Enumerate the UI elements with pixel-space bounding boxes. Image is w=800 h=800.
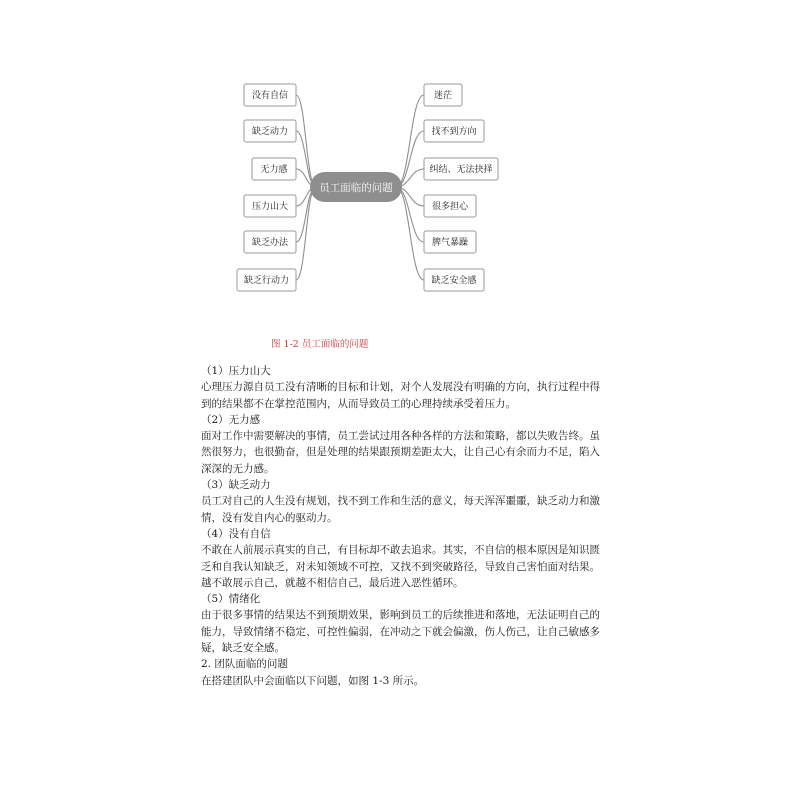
svg-text:没有自信: 没有自信 (251, 91, 289, 102)
right-node-2 (424, 158, 498, 180)
svg-text:缺乏动力: 缺乏动力 (251, 127, 289, 138)
paragraph-line: 深深的无力感。 (201, 462, 275, 475)
mind-map-nodes (237, 84, 498, 291)
left-node-4 (244, 231, 296, 253)
svg-text:无力感: 无力感 (260, 165, 288, 176)
svg-text:迷茫: 迷茫 (433, 91, 453, 102)
paragraph-line: 然很努力，也很勤奋，但是处理的结果跟预期差距太大，让自己心有余而力不足，陷入 (201, 446, 600, 459)
right-node-1 (424, 120, 484, 142)
svg-text:纠结、无法抉择: 纠结、无法抉择 (429, 165, 493, 176)
right-node-3 (424, 195, 476, 217)
section-heading: （3）缺乏动力 (201, 479, 271, 492)
svg-text:缺乏行动力: 缺乏行动力 (243, 276, 290, 287)
paragraph-line: 越不敢展示自己，就越不相信自己，最后进入恶性循环。 (201, 576, 464, 589)
paragraph-line: 疑，缺乏安全感。 (201, 642, 285, 655)
svg-text:找不到方向: 找不到方向 (431, 127, 477, 138)
body-text (201, 363, 601, 689)
section-heading: （1）压力山大 (201, 365, 271, 377)
figure-caption: 图 1-2 员工面临的问题 (271, 339, 369, 350)
svg-text:很多担心: 很多担心 (431, 202, 469, 213)
paragraph-line: 乏和自我认知缺乏，对未知领域不可控，又找不到突破路径，导致自己害怕面对结果。 (201, 560, 600, 573)
left-node-3 (244, 195, 296, 217)
center-node (310, 172, 402, 202)
section-heading: 2. 团队面临的问题 (201, 658, 288, 671)
svg-text:压力山大: 压力山大 (251, 202, 289, 213)
edge-right-0 (396, 95, 424, 187)
left-node-2 (252, 158, 296, 180)
left-node-5 (237, 269, 296, 291)
right-node-4 (424, 231, 476, 253)
svg-text:员工面临的问题: 员工面临的问题 (319, 182, 393, 194)
mind-map-diagram (0, 0, 800, 330)
paragraph-line: 由于很多事情的结果达不到预期效果，影响到员工的后续推进和落地，无法证明自己的 (201, 609, 600, 622)
paragraph-line: 不敢在人前展示真实的自己，有目标却不敢去追求。其实，不自信的根本原因是知识匮 (201, 544, 600, 557)
edge-left-0 (296, 95, 316, 187)
left-node-0 (244, 84, 296, 106)
paragraph-line: 心理压力源自员工没有清晰的目标和计划，对个人发展没有明确的方向，执行过程中得 (201, 381, 600, 394)
right-node-5 (424, 269, 484, 291)
paragraph-line: 情，没有发自内心的驱动力。 (201, 511, 338, 524)
edge-right-5 (396, 187, 424, 280)
section-heading: （4）没有自信 (201, 527, 271, 540)
left-node-1 (244, 120, 296, 142)
right-node-0 (424, 84, 462, 106)
section-heading: （5）情绪化 (201, 593, 261, 606)
section-heading: （2）无力感 (201, 413, 261, 426)
edge-left-5 (296, 187, 316, 280)
paragraph-line: 面对工作中需要解决的事情，员工尝试过用各种各样的方法和策略，都以失败告终。虽 (201, 430, 600, 443)
paragraph-line: 员工对自己的人生没有规划，找不到工作和生活的意义，每天浑浑噩噩，缺乏动力和激 (201, 495, 600, 508)
paragraph-line: 在搭建团队中会面临以下问题，如图 1-3 所示。 (201, 674, 425, 687)
svg-text:缺乏安全感: 缺乏安全感 (431, 276, 477, 287)
svg-text:缺乏办法: 缺乏办法 (251, 238, 289, 249)
paragraph-line: 到的结果都不在掌控范围内，从而导致员工的心理持续承受着压力。 (201, 397, 516, 410)
paragraph-line: 能力，导致情绪不稳定、可控性偏弱，在冲动之下就会偏激，伤人伤己，让自己敏感多 (201, 625, 600, 638)
svg-text:脾气暴躁: 脾气暴躁 (431, 238, 469, 249)
